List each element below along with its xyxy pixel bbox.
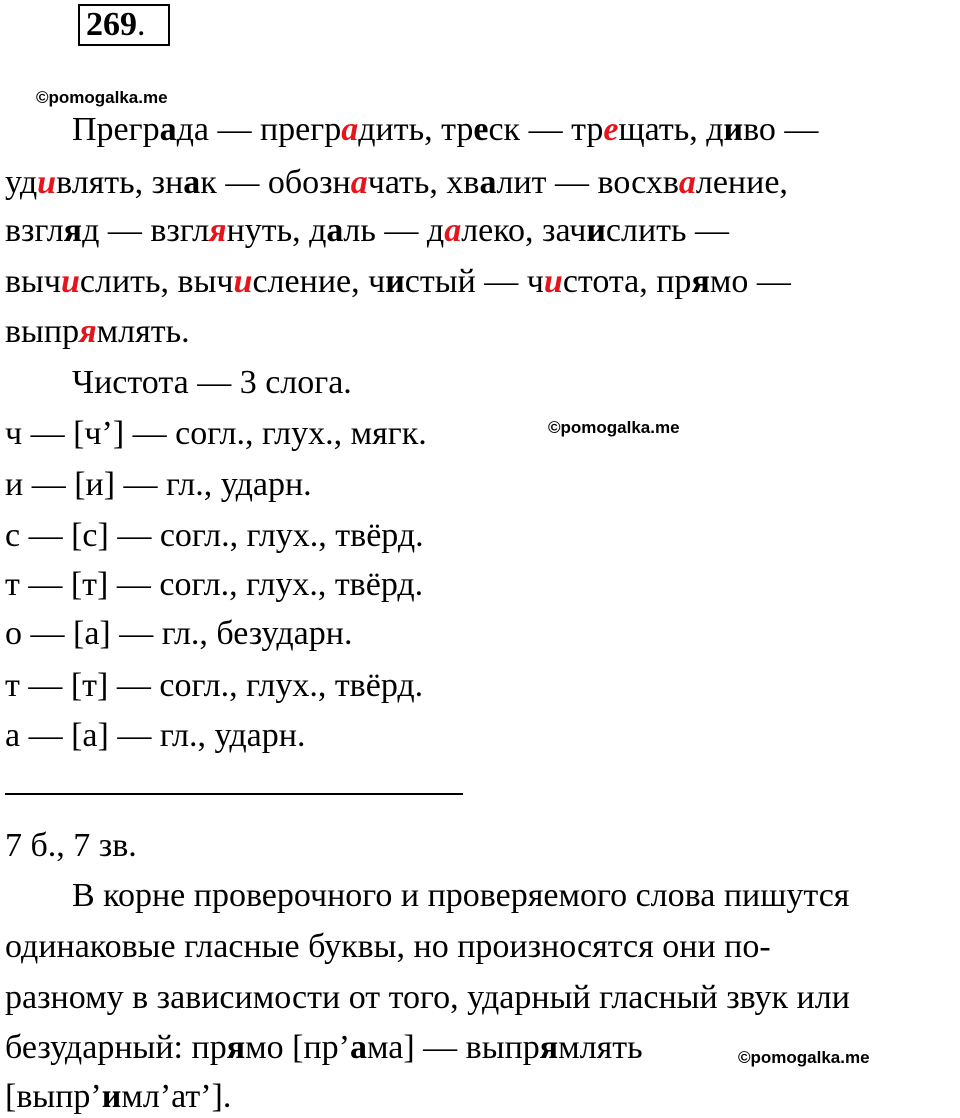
text: д — взгл — [82, 212, 210, 249]
red-letter: и — [37, 164, 57, 201]
text: стота, пр — [562, 263, 692, 300]
text: дить, тр — [358, 111, 474, 148]
bold-letter: и — [101, 1078, 122, 1115]
word-pairs-line-1 — [72, 110, 818, 150]
bold-letter: а — [479, 164, 497, 201]
text: взгл — [5, 212, 64, 249]
text: безударный: пр — [5, 1029, 227, 1066]
red-letter: а — [341, 111, 359, 148]
text: к — обозн — [200, 164, 351, 201]
text: мл’ат’]. — [121, 1078, 232, 1115]
red-letter: е — [603, 111, 619, 148]
text: выпр — [5, 313, 80, 350]
red-letter: я — [79, 313, 97, 350]
text: щать, д — [618, 111, 724, 148]
text: стый — ч — [404, 263, 544, 300]
bold-letter: а — [183, 164, 201, 201]
bold-letter: я — [226, 1029, 246, 1066]
red-letter: и — [543, 263, 563, 300]
text: млять — [558, 1029, 643, 1066]
phonetic-line-4: т — [т] — согл., глух., твёрд. — [5, 566, 424, 603]
syllables-line: Чистота — 3 слога. — [72, 364, 352, 401]
phonetic-line-7: а — [а] — гл., ударн. — [5, 717, 306, 754]
text: чать, хв — [367, 164, 480, 201]
task-number-box — [78, 4, 170, 46]
bold-letter: и — [723, 111, 744, 148]
text: мо [пр’ — [245, 1029, 350, 1066]
phonetic-line-1: ч — [ч’] — согл., глух., мягк. — [5, 415, 427, 452]
text: Прегр — [72, 111, 160, 148]
counts-line: 7 б., 7 зв. — [5, 827, 137, 864]
word-pairs-line-4 — [5, 262, 791, 302]
rule-line-3: разному в зависимости от того, ударный гласный звук или — [5, 979, 850, 1016]
phonetic-line-3: с — [с] — согл., глух., твёрд. — [5, 517, 424, 554]
text: млять. — [96, 313, 190, 350]
text: нуть, д — [226, 212, 327, 249]
text: выч — [5, 263, 61, 300]
watermark-middle: ©pomogalka.me — [548, 418, 680, 437]
red-letter: и — [61, 263, 80, 300]
word-pairs-line-3 — [5, 211, 729, 251]
text: во — — [743, 111, 819, 148]
rule-line-4 — [5, 1028, 643, 1068]
text: ление, — [695, 164, 788, 201]
watermark-top: ©pomogalka.me — [36, 88, 168, 107]
bold-letter: а — [326, 212, 344, 249]
red-letter: а — [350, 164, 368, 201]
text: ск — тр — [488, 111, 604, 148]
red-letter: и — [233, 263, 253, 300]
bold-letter: а — [349, 1029, 367, 1066]
task-number: 269 — [86, 6, 137, 43]
bold-letter: и — [586, 212, 606, 249]
red-letter: а — [678, 164, 696, 201]
bold-letter: е — [473, 111, 489, 148]
text: да — прегр — [176, 111, 342, 148]
rule-line-1: В корне проверочного и проверяемого слова пишутся — [72, 877, 850, 914]
text: уд — [5, 164, 38, 201]
red-letter: я — [209, 212, 227, 249]
red-letter: а — [444, 212, 462, 249]
bold-letter: и — [385, 263, 405, 300]
separator-line — [5, 793, 463, 795]
text: лит — восхв — [496, 164, 679, 201]
text: [выпр’ — [5, 1078, 102, 1115]
text: слить, выч — [79, 263, 234, 300]
task-number-dot: . — [137, 6, 146, 43]
text: мо — — [709, 263, 791, 300]
phonetic-line-6: т — [т] — согл., глух., твёрд. — [5, 667, 424, 704]
phonetic-line-2: и — [и] — гл., ударн. — [5, 466, 312, 503]
text: влять, зн — [56, 164, 184, 201]
word-pairs-line-2 — [5, 163, 788, 203]
word-pairs-line-5 — [5, 312, 190, 352]
bold-letter: а — [159, 111, 177, 148]
rule-line-2: одинаковые гласные буквы, но произносятся они по- — [5, 928, 771, 965]
rule-line-5 — [5, 1077, 231, 1117]
bold-letter: я — [539, 1029, 559, 1066]
text: слить — — [605, 212, 730, 249]
text: ль — д — [343, 212, 445, 249]
phonetic-line-5: о — [а] — гл., безударн. — [5, 615, 353, 652]
text: сление, ч — [252, 263, 386, 300]
bold-letter: я — [691, 263, 710, 300]
bold-letter: я — [63, 212, 83, 249]
text: ма] — выпр — [366, 1029, 540, 1066]
text: леко, зач — [461, 212, 587, 249]
watermark-bottom: ©pomogalka.me — [738, 1048, 870, 1067]
